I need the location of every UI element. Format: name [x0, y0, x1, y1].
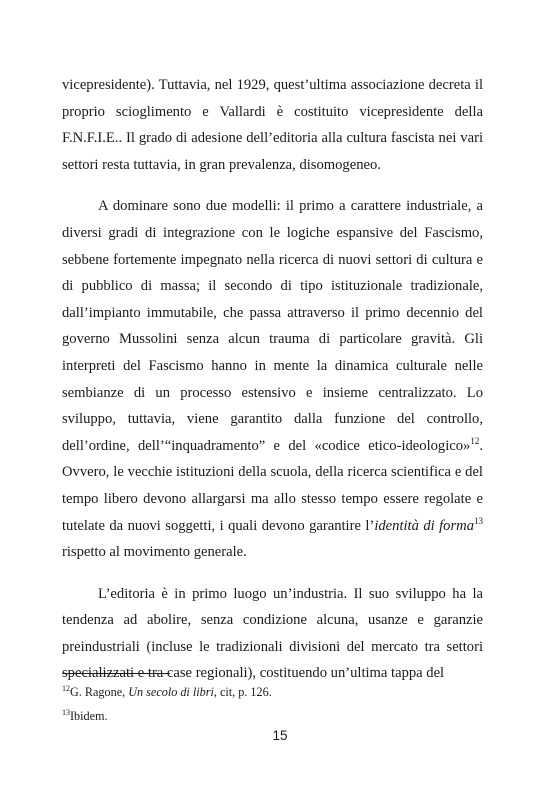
paragraph-text: L’editoria è in primo luogo un’industria. Il suo sviluppo ha la tendenza ad abolire, senza condizione alcuna, usanze e garanzie preindustriali (incluse le tradizionali divisioni del mercato tra settori specializzati e tra case regionali), costituendo un’ultima tappa del — [62, 585, 483, 682]
footnote-number: 13 — [62, 708, 70, 717]
footnote — [62, 704, 483, 728]
footnote-number: 12 — [62, 684, 70, 693]
footnote-author: G. Ragone, — [70, 685, 129, 699]
page-number: 15 — [272, 728, 288, 743]
footnote-separator — [62, 673, 170, 674]
footnote-reference: 13 — [474, 515, 483, 526]
paragraph-text: vicepresidente). Tuttavia, nel 1929, quest’ultima associazione decreta il proprio scioglimento e Vallardi è costituito vicepresidente della F.N.F.I.E.. Il grado di adesione dell’editoria alla cultura fascista nei vari settori resta tuttavia, in gran prevalenza, disomogeneo. — [62, 77, 483, 173]
footnote — [62, 680, 483, 704]
italic-phrase: identità di forma — [374, 517, 474, 534]
footnote-reference: 12 — [470, 435, 480, 446]
paragraph-text: A dominare sono due modelli: il primo a carattere industriale, a diversi gradi di integrazione con le logiche espansive del Fascismo, sebbene fortemente impegnato nella ricerca di nuovi settori di cultura e di pubblico di massa; il secondo di tipo istituzionale tradizionale, dall’impianto immutabile, che passa attraverso il primo decennio del governo Mussolini senza alcun trauma di particolare gravità. Gli interpreti del Fascismo hanno in mente la dinamica culturale nelle sembianze di un processo estensivo e insieme centralizzato. Lo sviluppo, tuttavia, viene garantito dalla funzione del controllo, dell’ordine, dell’“inquadramento” e del «codice etico-ideologico» — [62, 198, 483, 454]
footnote-title: Un secolo di libri — [128, 685, 214, 699]
footnotes — [62, 680, 483, 728]
paragraph — [62, 72, 483, 178]
paragraph — [62, 581, 483, 687]
paragraph-text: rispetto al movimento generale. — [62, 544, 247, 561]
footnote-text: Ibidem. — [70, 709, 108, 723]
paragraph — [62, 193, 483, 565]
paragraph-text: . Ovvero, le vecchie istituzioni della scuola, della ricerca scientifica e del tempo libero devono allargarsi ma allo stesso tempo essere regolate e tutelate da nuovi soggetti, i quali devono garantire l’ — [62, 437, 483, 534]
body-text — [62, 72, 483, 687]
footnote-citation: , cit, p. 126. — [213, 685, 272, 699]
